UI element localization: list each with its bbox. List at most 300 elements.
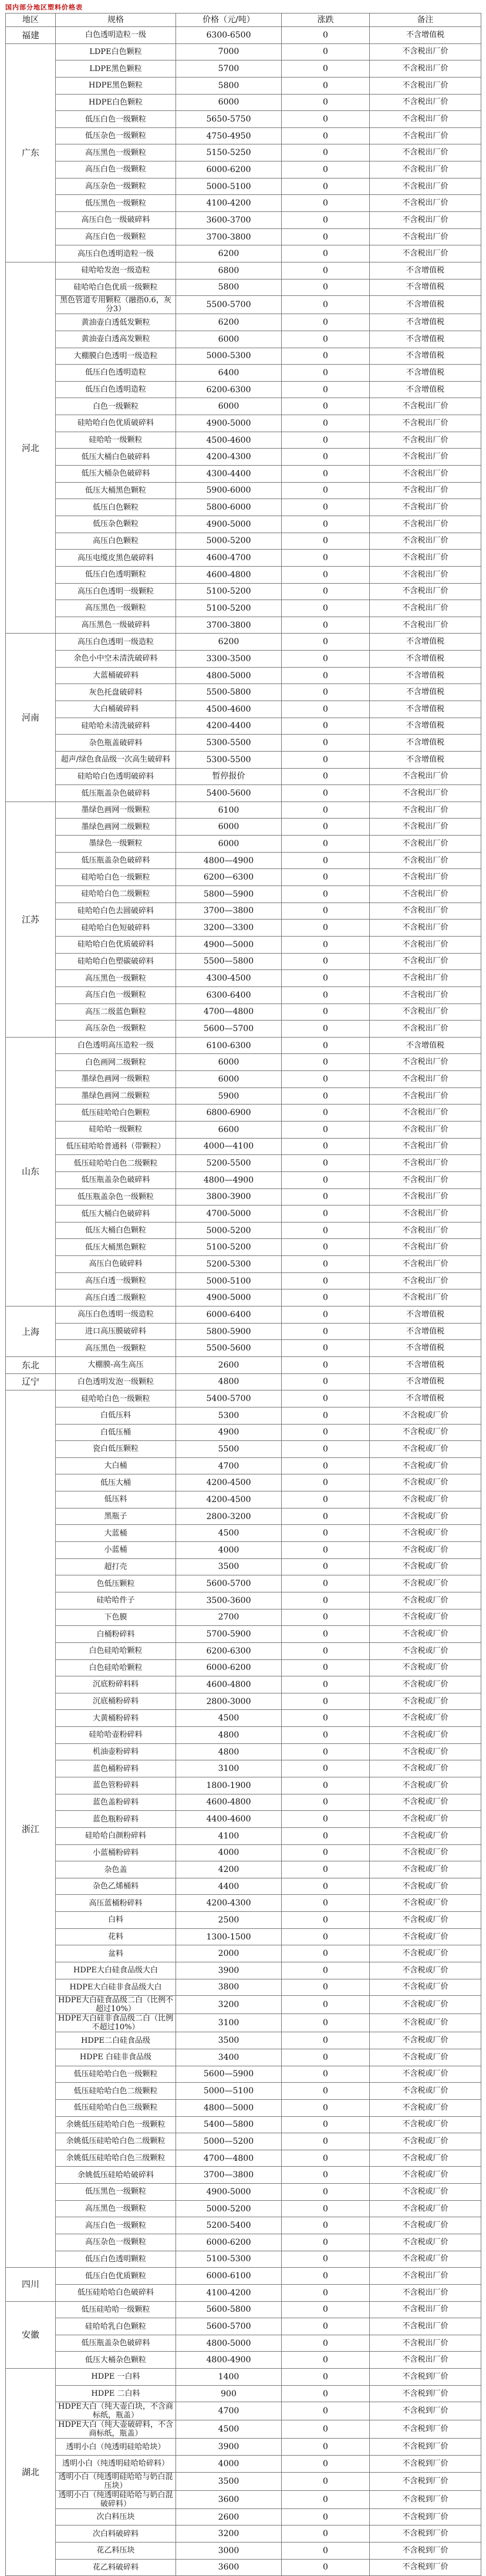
spec-cell: 高压白透二级颗粒 [56, 1289, 176, 1306]
spec-cell: 透明小白（纯透明硅哈哈与奶白混破碎料） [56, 2490, 176, 2508]
spec-cell: 低压大桶黑色颗粒 [56, 1239, 176, 1256]
change-cell: 0 [282, 2251, 370, 2268]
table-row [6, 852, 481, 869]
spec-cell: 高压二级蓝色颗粒 [56, 1004, 176, 1021]
change-cell: 0 [282, 2526, 370, 2543]
spec-cell: 低压料 [56, 1491, 176, 1508]
price-cell: 6000-6200 [176, 161, 282, 179]
change-cell: 0 [282, 1205, 370, 1223]
change-cell: 0 [282, 1457, 370, 1474]
spec-cell: 大蓝桶 [56, 1525, 176, 1542]
change-cell: 0 [282, 802, 370, 819]
table-row [6, 296, 481, 314]
change-cell: 0 [282, 178, 370, 195]
spec-cell: LDPE白色颗粒 [56, 43, 176, 60]
note-cell: 不含税出厂价 [370, 499, 481, 516]
table-row [6, 953, 481, 970]
table-row [6, 2268, 481, 2285]
spec-cell: 余姚低压硅哈哈白色三级颗粒 [56, 2150, 176, 2167]
table-row [6, 466, 481, 483]
spec-cell: 黄油壶白透高发颗粒 [56, 331, 176, 348]
table-row [6, 970, 481, 987]
note-cell: 不含税出厂价 [370, 77, 481, 94]
note-cell: 不含税出厂价 [370, 550, 481, 567]
note-cell: 不含税或厂价 [370, 1979, 481, 1996]
table-row [6, 1844, 481, 1861]
table-row [6, 1289, 481, 1306]
change-cell: 0 [282, 245, 370, 262]
change-cell: 0 [282, 1827, 370, 1844]
change-cell: 0 [282, 2385, 370, 2402]
spec-cell: 高压电缆皮黑色破碎料 [56, 550, 176, 567]
change-cell: 0 [282, 2369, 370, 2386]
table-row [6, 365, 481, 382]
table-row [6, 583, 481, 600]
price-cell: 5600—5900 [176, 2066, 282, 2083]
change-cell: 0 [282, 701, 370, 718]
price-cell: 6400 [176, 365, 282, 382]
change-cell: 0 [282, 617, 370, 634]
note-cell: 不含税或厂价 [370, 1424, 481, 1441]
spec-cell: HDPE大白硅食品级二白（比例不超过10%） [56, 1996, 176, 2014]
spec-cell: 黑瓶子 [56, 1508, 176, 1525]
table-row [6, 2116, 481, 2133]
change-cell: 0 [282, 1676, 370, 1693]
change-cell: 0 [282, 718, 370, 735]
price-cell: 2000 [176, 1945, 282, 1962]
note-cell: 不含税或厂价 [370, 2049, 481, 2066]
spec-cell: 花乙料破碎料 [56, 2559, 176, 2576]
note-cell: 不含增值税 [370, 667, 481, 684]
change-cell: 0 [282, 1693, 370, 1710]
spec-cell: 花乙料压块 [56, 2542, 176, 2559]
change-cell: 0 [282, 1390, 370, 1407]
change-cell: 0 [282, 279, 370, 296]
spec-cell: 硅哈哈白色优质破碎料 [56, 415, 176, 432]
note-cell: 不含税到厂价 [370, 2385, 481, 2402]
table-row [6, 735, 481, 752]
note-cell: 不含税出厂价 [370, 2318, 481, 2335]
price-cell: 6200 [176, 314, 282, 331]
change-cell: 0 [282, 1962, 370, 1979]
region-cell: 上海 [6, 1306, 56, 1357]
note-cell: 不含税出厂价 [370, 43, 481, 60]
change-cell: 0 [282, 785, 370, 802]
table-row [6, 936, 481, 953]
table-row [6, 785, 481, 802]
table-row [6, 178, 481, 195]
price-cell: 5500-5600 [176, 1340, 282, 1357]
note-cell: 不含税出厂价 [370, 869, 481, 886]
note-cell: 不含增值税 [370, 262, 481, 279]
change-cell: 0 [282, 550, 370, 567]
change-cell: 0 [282, 1760, 370, 1777]
price-cell: 3200 [176, 2526, 282, 2543]
note-cell: 不含税到厂价 [370, 2508, 481, 2526]
spec-cell: 硅哈哈一级颗粒 [56, 432, 176, 449]
note-cell: 不含增值税 [370, 1373, 481, 1390]
price-cell: 4800—5000 [176, 2099, 282, 2116]
note-cell: 不含增值税 [370, 331, 481, 348]
change-cell: 0 [282, 2352, 370, 2369]
note-cell: 不含增值税 [370, 1306, 481, 1324]
spec-cell: 灰色托盘破碎料 [56, 684, 176, 701]
change-cell: 0 [282, 195, 370, 212]
table-row [6, 1979, 481, 1996]
price-cell: 6200-6300 [176, 1642, 282, 1659]
header-spec: 规格 [56, 14, 176, 27]
price-cell: 4000 [176, 1844, 282, 1861]
spec-cell: 盆料 [56, 1945, 176, 1962]
header-note: 备注 [370, 14, 481, 27]
price-cell: 4500 [176, 1710, 282, 1727]
spec-cell: 低压硅哈哈白色破碎料 [56, 2284, 176, 2301]
price-cell: 4500-4600 [176, 701, 282, 718]
note-cell: 不含税出厂价 [370, 1071, 481, 1088]
spec-cell: 低压黑色一级颗粒 [56, 2184, 176, 2201]
note-cell: 不含税或厂价 [370, 1693, 481, 1710]
spec-cell: 低压杂色颗粒 [56, 516, 176, 533]
note-cell: 不含增值税 [370, 651, 481, 668]
change-cell: 0 [282, 262, 370, 279]
change-cell: 0 [282, 449, 370, 466]
table-row [6, 2301, 481, 2318]
note-cell: 不含税或厂价 [370, 1441, 481, 1458]
note-cell: 不含税出厂价 [370, 2268, 481, 2285]
table-row [6, 1962, 481, 1979]
price-cell: 4700 [176, 2402, 282, 2420]
spec-cell: 低压硅哈哈白色二级颗粒 [56, 1155, 176, 1172]
spec-cell: 高压白色一级颗粒 [56, 986, 176, 1004]
change-cell: 0 [282, 2184, 370, 2201]
spec-cell: 余姚低压硅哈哈白色一级颗粒 [56, 2116, 176, 2133]
price-cell: 6000 [176, 1054, 282, 1071]
spec-cell: 大棚膜白色透明一级造粒 [56, 348, 176, 365]
note-cell: 不含税或厂价 [370, 1827, 481, 1844]
table-row [6, 1575, 481, 1592]
region-cell: 浙江 [6, 1390, 56, 2268]
note-cell: 不含税或厂价 [370, 1794, 481, 1811]
table-row [6, 245, 481, 262]
spec-cell: 低压白色一级颗粒 [56, 111, 176, 128]
note-cell: 不含税或厂价 [370, 2150, 481, 2167]
table-row [6, 381, 481, 398]
change-cell: 0 [282, 2217, 370, 2234]
change-cell: 0 [282, 2200, 370, 2217]
note-cell: 不含税或厂价 [370, 1777, 481, 1794]
table-row [6, 2049, 481, 2066]
note-cell: 不含税或厂价 [370, 1407, 481, 1424]
table-row [6, 1693, 481, 1710]
note-cell: 不含税出厂价 [370, 1021, 481, 1038]
change-cell: 0 [282, 566, 370, 583]
note-cell: 不含税或厂价 [370, 1575, 481, 1592]
price-cell: 4900-5000 [176, 1289, 282, 1306]
note-cell: 不含税到厂价 [370, 2559, 481, 2576]
spec-cell: 蓝色瓶粉碎料 [56, 1811, 176, 1828]
spec-cell: 低压大桶黑色颗粒 [56, 482, 176, 499]
table-row [6, 1105, 481, 1122]
note-cell: 不含税出厂价 [370, 178, 481, 195]
change-cell: 0 [282, 1710, 370, 1727]
note-cell: 不含税出厂价 [370, 94, 481, 111]
table-row [6, 1609, 481, 1626]
price-cell: 5400-5600 [176, 785, 282, 802]
table-row [6, 533, 481, 550]
table-row [6, 819, 481, 836]
table-row [6, 1155, 481, 1172]
price-cell: 3500 [176, 2032, 282, 2049]
change-cell: 0 [282, 127, 370, 144]
table-row [6, 1457, 481, 1474]
price-cell: 4000 [176, 2456, 282, 2473]
price-cell: 5800-6000 [176, 499, 282, 516]
table-row [6, 1340, 481, 1357]
note-cell: 不含税出厂价 [370, 415, 481, 432]
change-cell: 0 [282, 2234, 370, 2251]
price-cell: 4700—4800 [176, 2150, 282, 2167]
table-row [6, 1256, 481, 1273]
change-cell: 0 [282, 1424, 370, 1441]
price-cell: 4600-4800 [176, 1794, 282, 1811]
price-cell: 4800—4900 [176, 1171, 282, 1188]
price-cell: 5300 [176, 1407, 282, 1424]
table-row [6, 2200, 481, 2217]
price-cell: 5600-5800 [176, 2301, 282, 2318]
spec-cell: 白色透明造粒一级 [56, 27, 176, 44]
spec-cell: 低压瓶盖杂色破碎料 [56, 2335, 176, 2352]
change-cell: 0 [282, 331, 370, 348]
region-cell: 福建 [6, 27, 56, 44]
spec-cell: 硅哈哈白色一级颗粒 [56, 1390, 176, 1407]
table-row [6, 2559, 481, 2576]
table-row [6, 2352, 481, 2369]
spec-cell: LDPE黑色颗粒 [56, 60, 176, 78]
table-row [6, 1205, 481, 1223]
change-cell: 0 [282, 1474, 370, 1491]
note-cell: 不含税到厂价 [370, 2456, 481, 2473]
change-cell: 0 [282, 2014, 370, 2032]
spec-cell: 杂色乙烯桶料 [56, 1878, 176, 1895]
note-cell: 不含税或厂价 [370, 1743, 481, 1760]
price-cell: 3400 [176, 2049, 282, 2066]
region-cell: 江苏 [6, 802, 56, 1037]
note-cell: 不含税出厂价 [370, 886, 481, 903]
price-cell: 6000-6400 [176, 1306, 282, 1324]
header-price: 价格（元/吨） [176, 14, 282, 27]
note-cell: 不含税出厂价 [370, 903, 481, 920]
change-cell: 0 [282, 43, 370, 60]
note-cell: 不含增值税 [370, 348, 481, 365]
price-cell: 4200-4500 [176, 1474, 282, 1491]
note-cell: 不含增值税 [370, 684, 481, 701]
table-row [6, 1188, 481, 1205]
note-cell: 不含税出厂价 [370, 1256, 481, 1273]
spec-cell: 黑色管道专用颗粒（融指0.6，灰分3） [56, 296, 176, 314]
change-cell: 0 [282, 415, 370, 432]
spec-cell: 余姚低压硅哈哈白色二级颗粒 [56, 2133, 176, 2150]
table-row [6, 2066, 481, 2083]
table-row [6, 1827, 481, 1844]
spec-cell: 白低压桶 [56, 1424, 176, 1441]
note-cell: 不含税或厂价 [370, 1962, 481, 1979]
change-cell: 0 [282, 27, 370, 44]
spec-cell: 低压白色透明造粒 [56, 381, 176, 398]
spec-cell: 白桶粉碎料 [56, 1626, 176, 1643]
table-row [6, 1895, 481, 1912]
spec-cell: 高压杂色一级颗粒 [56, 1021, 176, 1038]
note-cell: 不含税出厂价 [370, 516, 481, 533]
note-cell: 不含税出厂价 [370, 144, 481, 161]
note-cell: 不含税出厂价 [370, 986, 481, 1004]
table-row [6, 1021, 481, 1038]
change-cell: 0 [282, 1592, 370, 1609]
table-row [6, 2542, 481, 2559]
note-cell: 不含税出厂价 [370, 1054, 481, 1071]
table-row [6, 2150, 481, 2167]
change-cell: 0 [282, 1122, 370, 1139]
note-cell: 不含税出厂价 [370, 1171, 481, 1188]
price-cell: 5800-5900 [176, 1323, 282, 1340]
note-cell: 不含增值税 [370, 27, 481, 44]
spec-cell: 低压白色透明颗粒 [56, 2251, 176, 2268]
table-row [6, 1710, 481, 1727]
table-row [6, 161, 481, 179]
price-cell: 5800 [176, 279, 282, 296]
change-cell: 0 [282, 432, 370, 449]
change-cell: 0 [282, 482, 370, 499]
change-cell: 0 [282, 970, 370, 987]
change-cell: 0 [282, 1491, 370, 1508]
table-row [6, 701, 481, 718]
spec-cell: 低压硅哈哈白色二级颗粒 [56, 2083, 176, 2100]
price-cell: 4500 [176, 1525, 282, 1542]
table-row [6, 986, 481, 1004]
price-cell: 4900-5000 [176, 516, 282, 533]
table-row [6, 2014, 481, 2032]
table-row [6, 1306, 481, 1324]
price-cell: 5300-5500 [176, 735, 282, 752]
spec-cell: 白低压料 [56, 1407, 176, 1424]
spec-cell: 沉底桶粉碎料 [56, 1693, 176, 1710]
spec-cell: 低压大桶杂色破碎料 [56, 466, 176, 483]
change-cell: 0 [282, 1105, 370, 1122]
spec-cell: 次白料破碎料 [56, 2526, 176, 2543]
table-row [6, 262, 481, 279]
change-cell: 0 [282, 1727, 370, 1744]
price-cell: 5600-5700 [176, 1575, 282, 1592]
change-cell: 0 [282, 1895, 370, 1912]
spec-cell: 硅哈哈壶粉碎料 [56, 1727, 176, 1744]
note-cell: 不含税出厂价 [370, 953, 481, 970]
spec-cell: 低压大桶白色破碎料 [56, 1205, 176, 1223]
region-cell: 湖北 [6, 2369, 56, 2576]
price-cell: 6000 [176, 1071, 282, 1088]
price-cell: 3100 [176, 1760, 282, 1777]
table-row [6, 1626, 481, 1643]
table-row [6, 432, 481, 449]
price-cell: 4800-5000 [176, 667, 282, 684]
note-cell: 不含税或厂价 [370, 2099, 481, 2116]
note-cell: 不含税或厂价 [370, 2184, 481, 2201]
table-row [6, 2083, 481, 2100]
spec-cell: 高压白色透明一级造粒 [56, 1306, 176, 1324]
price-cell: 3700-3800 [176, 617, 282, 634]
spec-cell: 低压硅哈哈普通料（带颗粒） [56, 1138, 176, 1155]
table-row [6, 886, 481, 903]
note-cell: 不含税出厂价 [370, 195, 481, 212]
price-cell: 4800 [176, 1743, 282, 1760]
spec-cell: 墨绿色画网一级颗粒 [56, 802, 176, 819]
change-cell: 0 [282, 365, 370, 382]
change-cell: 0 [282, 1743, 370, 1760]
price-cell: 6000-6200 [176, 2234, 282, 2251]
price-cell: 5000-5300 [176, 348, 282, 365]
price-cell: 5200-5300 [176, 1256, 282, 1273]
price-cell: 4800—4900 [176, 852, 282, 869]
change-cell: 0 [282, 583, 370, 600]
table-row [6, 415, 481, 432]
table-row [6, 1592, 481, 1609]
page-title: 国内部分地区塑料价格表 [5, 4, 83, 11]
spec-cell: HDPE 白硅非食品级 [56, 2049, 176, 2066]
change-cell: 0 [282, 398, 370, 415]
price-cell: 5000-5200 [176, 1222, 282, 1239]
change-cell: 0 [282, 2284, 370, 2301]
spec-cell: 花料 [56, 1928, 176, 1945]
change-cell: 0 [282, 1575, 370, 1592]
price-cell: 4700—4800 [176, 1004, 282, 1021]
region-cell: 河南 [6, 634, 56, 802]
change-cell: 0 [282, 1155, 370, 1172]
price-cell: 5100-5200 [176, 1239, 282, 1256]
note-cell: 不含增值税 [370, 365, 481, 382]
note-cell: 不含增值税 [370, 735, 481, 752]
spec-cell: 墨绿色画网一级颗粒 [56, 1071, 176, 1088]
table-row [6, 1676, 481, 1693]
table-row [6, 331, 481, 348]
change-cell: 0 [282, 1844, 370, 1861]
note-cell: 不含税或厂价 [370, 2217, 481, 2234]
change-cell: 0 [282, 2318, 370, 2335]
note-cell: 不含税出厂价 [370, 228, 481, 245]
spec-cell: 硅哈哈白色优质一级颗粒 [56, 279, 176, 296]
note-cell: 不含税出厂价 [370, 583, 481, 600]
price-cell: 2600 [176, 2508, 282, 2526]
note-cell: 不含税到厂价 [370, 2420, 481, 2439]
spec-cell: 低压瓶盖杂色一级颗粒 [56, 1188, 176, 1205]
table-row [6, 1424, 481, 1441]
price-cell: 5800 [176, 77, 282, 94]
change-cell: 0 [282, 1878, 370, 1895]
note-cell: 不含税或厂价 [370, 1592, 481, 1609]
note-cell: 不含税出厂价 [370, 617, 481, 634]
spec-cell: 机油壶粉碎料 [56, 1743, 176, 1760]
price-cell: 7000 [176, 43, 282, 60]
table-row [6, 516, 481, 533]
table-row [6, 1356, 481, 1373]
note-cell: 不含税或厂价 [370, 1861, 481, 1878]
table-row [6, 2490, 481, 2508]
price-cell: 4800 [176, 1373, 282, 1390]
note-cell: 不含增值税 [370, 1340, 481, 1357]
spec-cell: HDPE大白硅食品级大白 [56, 1962, 176, 1979]
spec-cell: HDPE大白（纯大壶破碎料，不含商标纸，瓶盖） [56, 2420, 176, 2439]
price-cell: 4800 [176, 1727, 282, 1744]
table-row [6, 1777, 481, 1794]
price-cell: 3600 [176, 2559, 282, 2576]
spec-cell: 大棚膜-高生高压 [56, 1356, 176, 1373]
